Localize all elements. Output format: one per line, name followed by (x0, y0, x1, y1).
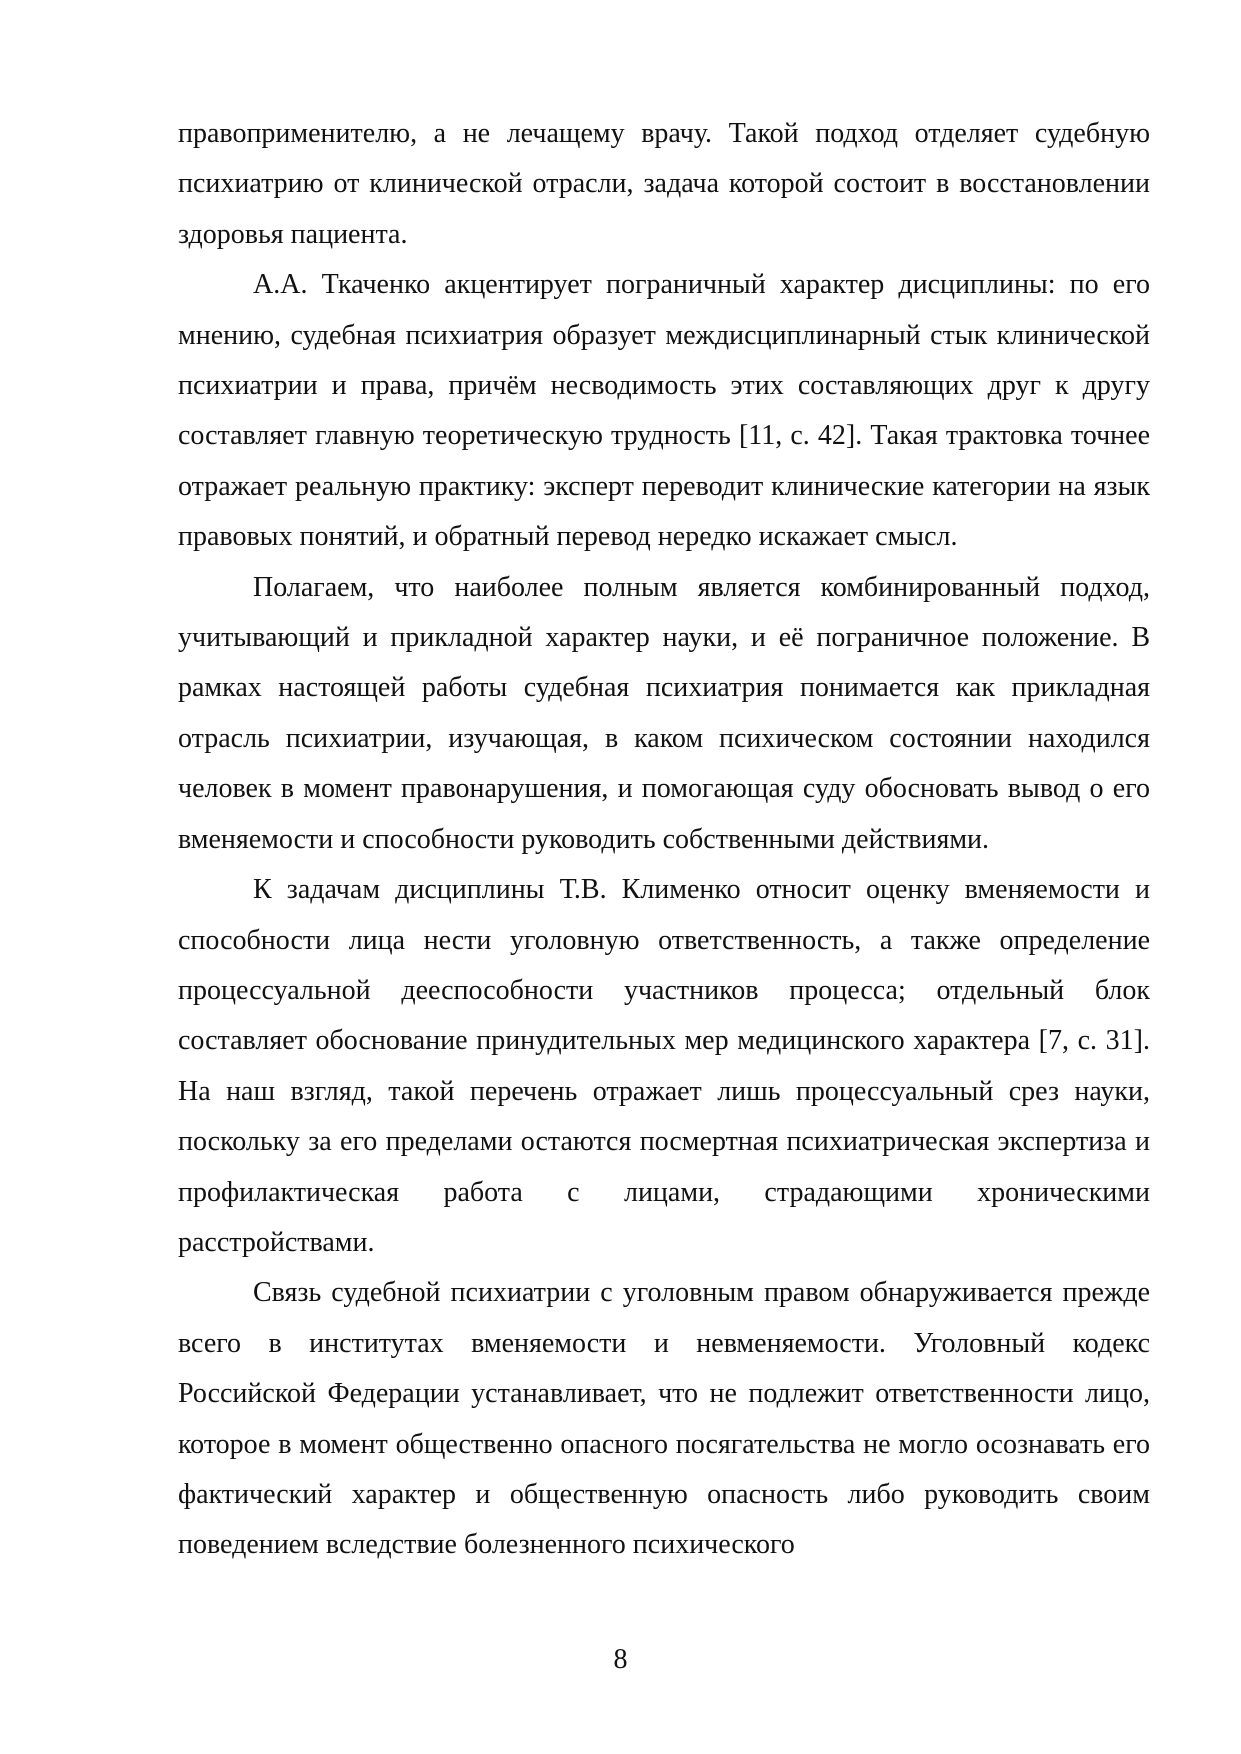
paragraph-1: правоприменителю, а не лечащему врачу. Такой подход отделяет судебную психиатрию от клинической отрасли, задача которой состоит в восстановлении здоровья пациента. (178, 118, 1150, 250)
body-text (178, 109, 1150, 1571)
page-number: 8 (613, 1644, 628, 1675)
paragraph-4: К задачам дисциплины Т.В. Клименко относит оценку вменяемости и способности лица нести уголовную ответственность, а также определение процессуальной дееспособности участников процесса; отдельный блок составляет обоснование принудительных мер медицинского характера [7, с. 31]. На наш взгляд, такой перечень отражает лишь процессуальный срез науки, поскольку за его пределами остаются посмертная психиатрическая экспертиза и профилактическая работа с лицами, страдающими хроническими расстройствами. (178, 874, 1150, 1258)
paragraph-5: Связь судебной психиатрии с уголовным правом обнаруживается прежде всего в институтах вменяемости и невменяемости. Уголовный кодекс Российской Федерации устанавливает, что не подлежит ответственности лицо, которое в момент общественно опасного посягательства не могло осознавать его фактический характер и общественную опасность либо руководить своим поведением вследствие болезненного психического (178, 1277, 1150, 1561)
paragraph-2: А.А. Ткаченко акцентирует пограничный характер дисциплины: по его мнению, судебная психиатрия образует междисциплинарный стык клинической психиатрии и права, причём несводимость этих составляющих друг к другу составляет главную теоретическую трудность [11, с. 42]. Такая трактовка точнее отражает реальную практику: эксперт переводит клинические категории на язык правовых понятий, и обратный перевод нередко искажает смысл. (178, 269, 1150, 553)
paragraph-3: Полагаем, что наиболее полным является комбинированный подход, учитывающий и прикладной характер науки, и её пограничное положение. В рамках настоящей работы судебная психиатрия понимается как прикладная отрасль психиатрии, изучающая, в каком психическом состоянии находился человек в момент правонарушения, и помогающая суду обосновать вывод о его вменяемости и способности руководить собственными действиями. (178, 571, 1150, 855)
